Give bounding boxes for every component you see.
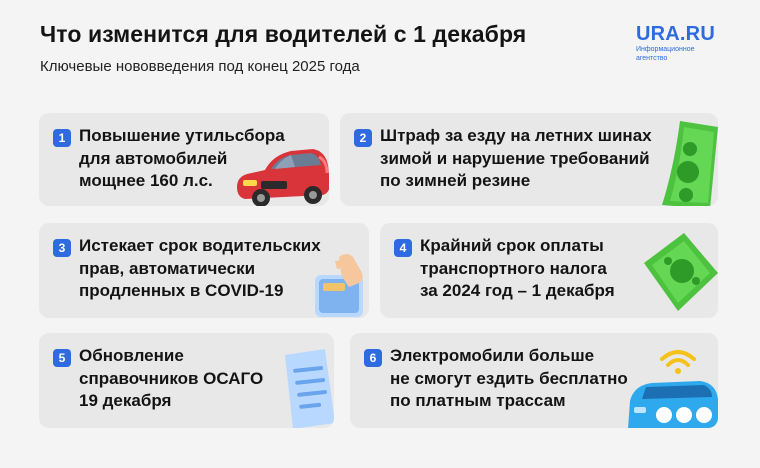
- card-number: 4: [394, 239, 412, 257]
- card-number: 3: [53, 239, 71, 257]
- document-icon: [279, 347, 334, 428]
- card-number: 6: [364, 349, 382, 367]
- logo-tagline: Информационное агентство: [636, 46, 695, 62]
- card-3: [39, 223, 369, 318]
- red-car-icon: [231, 143, 329, 206]
- card-2: [340, 113, 718, 206]
- card-text: Крайний срок оплаты транспортного налога за 2024 год – 1 декабря: [420, 236, 615, 300]
- card-1: [39, 113, 329, 206]
- logo-name: URA.RU: [636, 23, 715, 45]
- card-6: [350, 333, 718, 428]
- card-number: 5: [53, 349, 71, 367]
- electric-car-wifi-icon: [620, 341, 718, 428]
- card-4: [380, 223, 718, 318]
- card-text: Электромобили больше не смогут ездить бесплатно по платным трассам: [390, 346, 628, 410]
- card-text: Обновление справочников ОСАГО 19 декабря: [79, 346, 264, 410]
- card-text: Повышение утильсбора для автомобилей мощнее 160 л.с.: [79, 126, 285, 190]
- card-number: 2: [354, 129, 372, 147]
- page-subtitle: Ключевые нововведения под конец 2025 года: [40, 58, 360, 75]
- brand-logo[interactable]: [636, 24, 726, 63]
- card-number: 1: [53, 129, 71, 147]
- card-text: Истекает срок водительских прав, автоматически продленных в COVID-19: [79, 236, 321, 300]
- money-bill-icon: [638, 227, 718, 315]
- card-5: [39, 333, 334, 428]
- card-text: Штраф за езду на летних шинах зимой и нарушение требований по зимней резине: [380, 126, 652, 190]
- page-title: Что изменится для водителей с 1 декабря: [40, 21, 527, 47]
- money-bill-icon: [640, 117, 718, 206]
- driver-license-card-icon: [309, 249, 369, 318]
